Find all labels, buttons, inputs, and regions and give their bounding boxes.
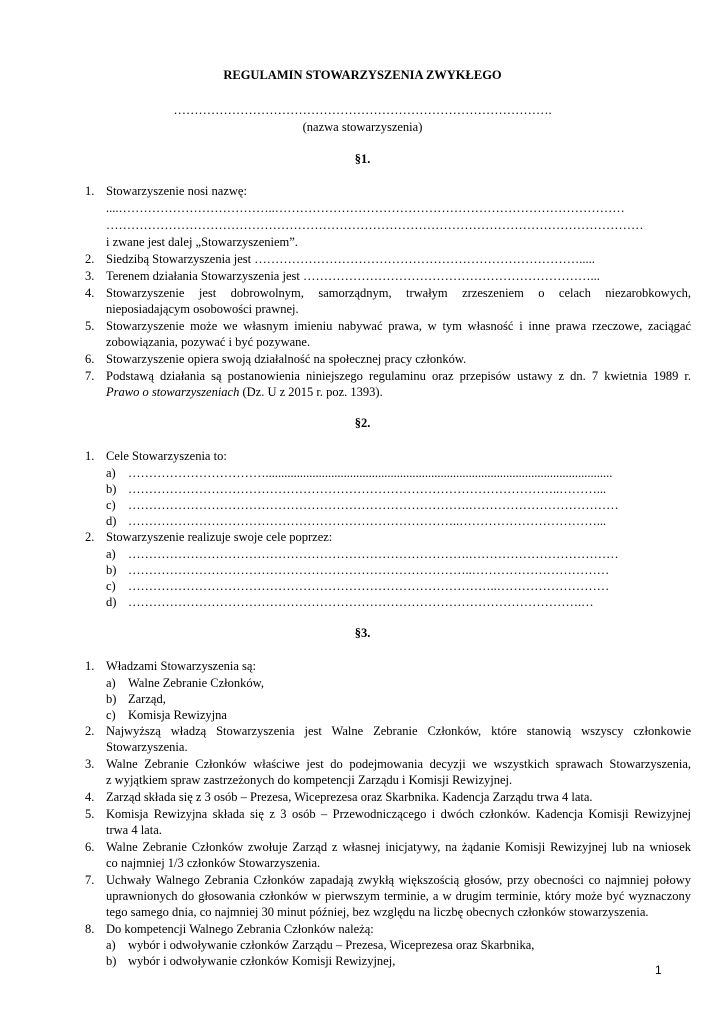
means-a-letter: a) [106, 547, 116, 561]
s3-item-3-text-line-2: z wyjątkiem spraw zastrzeżonych do kompetencji Zarządu i Komisji Rewizyjnej. [106, 773, 513, 787]
competence-b-letter: b) [106, 954, 117, 968]
document-title: REGULAMIN STOWARZYSZENIA ZWYKŁEGO [223, 68, 502, 82]
s1-item-1-number: 1. [85, 184, 95, 198]
s3-item-3-text-line-1: Walne Zebranie Członków właściwe jest do podejmowania decyzji we wszystkich sprawach Stowarzyszenia, [106, 757, 691, 771]
section-1-heading: §1. [354, 152, 371, 166]
s1-item-1-text: Stowarzyszenie nosi nazwę: [106, 184, 247, 198]
goal-a-letter: a) [106, 466, 116, 480]
s3-item-8-text: Do kompetencji Walnego Zebrania Członków należą: [106, 922, 374, 936]
s3-item-5-text-line-2: trwa 4 lata. [106, 823, 162, 837]
goal-c-letter: c) [106, 498, 116, 512]
s3-item-6-text-line-2: co najmniej 1/3 członków Stowarzyszenia. [106, 856, 321, 870]
s3-item-7-text-line-1: Uchwały Walnego Zebrania Członków zapadają zwykłą większością głosów, przy obecności co najmniej połowy [106, 873, 691, 887]
s3-item-7-text-line-2: uprawnionych do głosowania członków w pierwszym terminie, a w drugim terminie, który może być wyznaczony [106, 889, 691, 903]
s3-item-7-number: 7. [85, 873, 95, 887]
s1-item-4-text-line-1: Stowarzyszenie jest dobrowolnym, samorządnym, trwałym zrzeszeniem o celach niezarobkowych, [106, 286, 691, 300]
body-b-letter: b) [106, 692, 117, 706]
section-3-heading: §3. [354, 626, 371, 640]
s1-item-4-number: 4. [85, 286, 95, 300]
s1-item-1-dots-2: ………………………………………………………………………………………………………………… [106, 218, 644, 232]
s1-item-3-text: Terenem działania Stowarzyszenia jest ……………………………………………………………... [106, 269, 600, 283]
s1-item-2-number: 2. [85, 252, 95, 266]
s3-item-7-text-line-3: tego samego dnia, co najmniej 30 minut później, bez względu na liczbę obecnych członków stowarzyszenia. [106, 905, 649, 919]
s1-item-6-number: 6. [85, 352, 95, 366]
s3-item-2-number: 2. [85, 724, 95, 738]
s1-item-1-dots-1: ....………………………………..………………………………………………………………………… [106, 201, 625, 215]
s1-item-2-text: Siedzibą Stowarzyszenia jest ……………………………………………………………………..... [106, 252, 595, 266]
s3-item-6-text-line-1: Walne Zebranie Członków zwołuje Zarząd z własnej inicjatywy, na żądanie Komisji Rewizyjnej lub na wniosek [106, 840, 691, 854]
law-reference: (Dz. U z 2015 r. poz. 1393). [239, 385, 383, 399]
s2-item-1-number: 1. [85, 449, 95, 463]
s3-item-1-text: Władzami Stowarzyszenia są: [106, 659, 256, 673]
means-c-letter: c) [106, 579, 116, 593]
s1-item-7-text-line-1: Podstawą działania są postanowienia niniejszego regulaminu oraz przepisów ustawy z dn. 7 kwietnia 1989 r. [106, 369, 691, 383]
goal-b-dots: …………………………………………………………………………………………..………... [128, 482, 607, 496]
body-a-text: Walne Zebranie Członków, [128, 676, 264, 690]
body-c-text: Komisja Rewizyjna [128, 708, 227, 722]
s3-item-2-text-line-1: Najwyższą władzą Stowarzyszenia jest Walne Zebranie Członków, które stanowią wszyscy członkowie [106, 724, 691, 738]
s3-item-4-number: 4. [85, 790, 95, 804]
competence-a-letter: a) [106, 938, 116, 952]
means-b-letter: b) [106, 563, 117, 577]
s3-item-5-number: 5. [85, 807, 95, 821]
s3-item-4-text: Zarząd składa się z 3 osób – Prezesa, Wiceprezesa oraz Skarbnika. Kadencja Zarządu trwa 4 lata. [106, 790, 593, 804]
law-title: Prawo o stowarzyszeniach [106, 385, 240, 399]
s3-item-2-text-line-2: Stowarzyszenia. [106, 740, 188, 754]
section-2-heading: §2. [354, 416, 371, 430]
means-a-dots: ……………………………………………………………………….……………………………… [128, 547, 619, 561]
means-c-dots: ……………………………………………………………………………..……………………… [128, 579, 610, 593]
s1-item-6-text: Stowarzyszenie opiera swoją działalność na społecznej pracy członków. [106, 352, 467, 366]
association-name-caption: (nazwa stowarzyszenia) [302, 120, 423, 134]
s1-item-1-suffix: i zwane jest dalej „Stowarzyszeniem”. [106, 235, 298, 249]
s1-item-3-number: 3. [85, 269, 95, 283]
competence-b-text: wybór i odwoływanie członków Komisji Rewizyjnej, [128, 954, 396, 968]
association-name-placeholder: ………………………………………………………………………………. [173, 103, 552, 117]
s3-item-8-number: 8. [85, 922, 95, 936]
competence-a-text: wybór i odwoływanie członków Zarządu – Prezesa, Wiceprezesa oraz Skarbnika, [128, 938, 535, 952]
s2-item-2-number: 2. [85, 530, 95, 544]
s3-item-3-number: 3. [85, 757, 95, 771]
page-number: 1 [655, 963, 662, 977]
goal-d-letter: d) [106, 514, 117, 528]
goal-c-dots: ……………………………………………………………………….……………………………… [128, 498, 619, 512]
s2-item-2-text: Stowarzyszenie realizuje swoje cele poprzez: [106, 530, 333, 544]
goal-b-letter: b) [106, 482, 117, 496]
s1-item-5-text-line-1: Stowarzyszenie może we własnym imieniu nabywać prawa, w tym własność i inne prawa rzeczowe, zaciągać [106, 319, 691, 333]
body-a-letter: a) [106, 676, 116, 690]
means-d-dots: ……………………………………………………………………………………………….… [128, 595, 594, 609]
body-b-text: Zarząd, [128, 692, 166, 706]
s1-item-7-number: 7. [85, 369, 95, 383]
s1-item-4-text-line-2: nieposiadającym osobowości prawnej. [106, 302, 299, 316]
s1-item-5-number: 5. [85, 319, 95, 333]
s3-item-6-number: 6. [85, 840, 95, 854]
means-d-letter: d) [106, 595, 117, 609]
goal-a-dots: ……………………………............................................................................................................... [128, 466, 613, 480]
goal-d-dots: ……………………………………………………………………..……………………………... [128, 514, 607, 528]
body-c-letter: c) [106, 708, 116, 722]
s3-item-5-text-line-1: Komisja Rewizyjna składa się z 3 osób – Przewodniczącego i dwóch członków. Kadencja Komisji Rewizyjnej [106, 807, 691, 821]
s1-item-7-text-line-2 [106, 384, 383, 400]
s2-item-1-text: Cele Stowarzyszenia to: [106, 449, 227, 463]
s3-item-1-number: 1. [85, 659, 95, 673]
means-b-dots: ………………………………………………………………………..…………………………… [128, 563, 610, 577]
s1-item-5-text-line-2: zobowiązania, pozywać i być pozywane. [106, 335, 311, 349]
